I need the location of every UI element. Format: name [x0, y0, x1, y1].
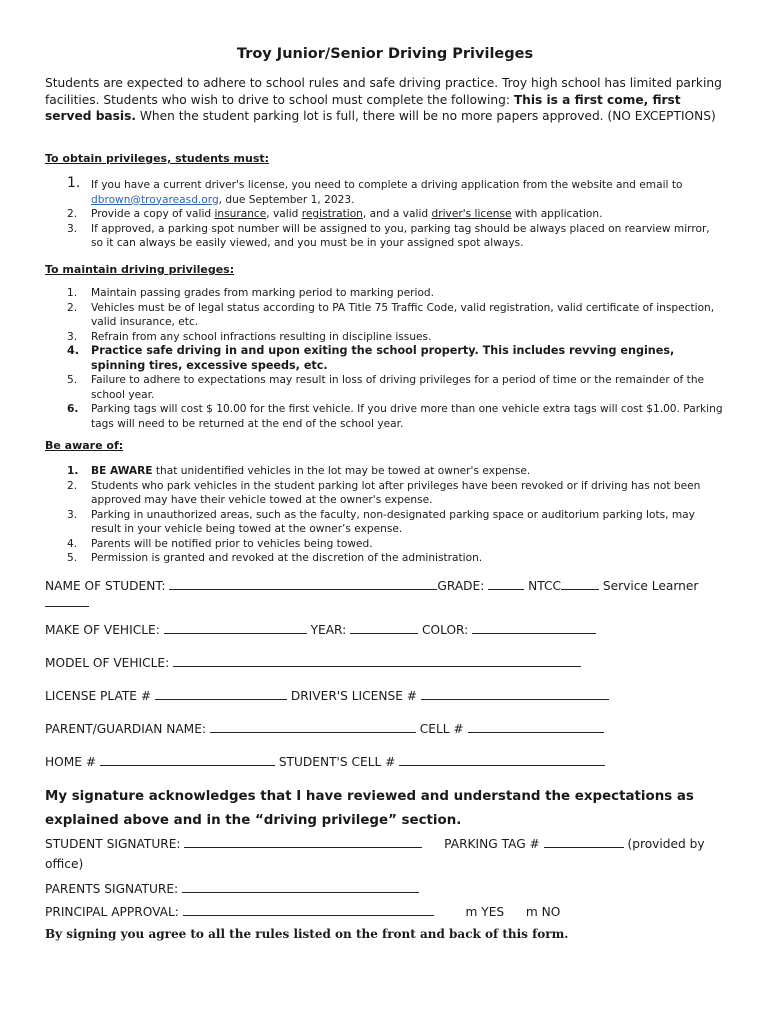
office-row: [45, 857, 735, 871]
list-item-text: Failure to adhere to expectations may result in loss of driving privileges for a period of time or the remainder of the school year.: [91, 374, 705, 401]
student-name-field[interactable]: [169, 577, 437, 590]
list-item-text: that unidentified vehicles in the lot may be towed at owner's expense.: [152, 465, 531, 477]
insurance-text: insurance: [214, 208, 267, 220]
list-item: [45, 464, 725, 479]
student-cell-field[interactable]: [399, 753, 605, 766]
list-item-text: Parking tags will cost $ 10.00 for the first vehicle. If you drive more than one vehicle extra tags will cost $1.00. Parking tags will need to be returned at the end of the school year.: [91, 403, 723, 430]
student-cell-label: STUDENT'S CELL #: [278, 755, 396, 769]
grade-label: GRADE:: [437, 579, 485, 593]
service-learner-field[interactable]: [45, 594, 89, 607]
list-number: 4.: [67, 344, 80, 357]
plate-label: LICENSE PLATE #: [45, 689, 152, 703]
parents-signature-row: [45, 880, 735, 896]
parent-row: [45, 720, 735, 736]
list-item: [45, 344, 725, 373]
service-learner-label: Service Learner: [602, 579, 699, 593]
office-label: office): [45, 857, 84, 871]
drivers-license-field[interactable]: [421, 687, 609, 700]
list-number: 3.: [67, 222, 78, 235]
color-label: COLOR:: [422, 623, 469, 637]
intro-paragraph: [45, 75, 725, 125]
list-item: [45, 402, 725, 431]
model-field[interactable]: [173, 654, 581, 667]
list-number: 1.: [67, 287, 78, 299]
parents-signature-label: PARENTS SIGNATURE:: [45, 882, 179, 896]
year-field[interactable]: [350, 621, 418, 634]
ntcc-label: NTCC: [528, 579, 561, 593]
vehicle-model-row: [45, 654, 735, 670]
principal-row: [45, 903, 735, 919]
list-item: [45, 537, 725, 552]
phone-row: [45, 753, 735, 769]
list-item-text: , valid: [266, 208, 302, 220]
obtain-heading: To obtain privileges, students must:: [45, 152, 270, 165]
aware-heading: Be aware of:: [45, 439, 124, 452]
aware-list: [45, 464, 725, 566]
parent-name-label: PARENT/GUARDIAN NAME:: [45, 722, 206, 736]
list-item-text: Maintain passing grades from marking period to marking period.: [91, 287, 435, 299]
list-number: 1.: [67, 465, 79, 477]
student-name-label: NAME OF STUDENT:: [45, 579, 166, 593]
list-number: 2.: [67, 301, 78, 314]
parent-name-field[interactable]: [210, 720, 416, 733]
list-number: 4.: [67, 537, 78, 550]
list-item: [45, 479, 725, 508]
list-item: [45, 207, 725, 222]
no-checkbox[interactable]: m NO: [525, 905, 561, 919]
be-aware-bold: BE AWARE: [91, 465, 153, 477]
intro-bold-text: This is a first come, first served basis.: [45, 92, 681, 123]
intro-text-2: When the student parking lot is full, there will be no more papers approved. (NO EXCEPTIONS): [135, 109, 716, 123]
list-item-text: Parents will be notified prior to vehicles being towed.: [91, 537, 373, 550]
cell-field[interactable]: [468, 720, 604, 733]
list-item: [45, 508, 725, 537]
list-item-text: Provide a copy of valid: [91, 208, 215, 220]
color-field[interactable]: [472, 621, 596, 634]
list-item-text: with application.: [511, 208, 603, 220]
list-number: 2.: [67, 208, 78, 220]
year-label: YEAR:: [310, 623, 347, 637]
maintain-list: [45, 286, 725, 431]
grade-field[interactable]: [488, 577, 524, 590]
registration-text: registration: [301, 208, 363, 220]
drivers-license-label: DRIVER'S LICENSE #: [290, 689, 417, 703]
list-item-text: If approved, a parking spot number will be assigned to you, parking tag should be always placed on rearview mirror, so it can always be easily viewed, and you must be in your assigned spot always.: [91, 222, 710, 249]
student-signature-field[interactable]: [184, 835, 422, 848]
list-item-text: Students who park vehicles in the student parking lot after privileges have been revoked or if driving has not been approved may have their vehicle towed at the owner's expense.: [91, 479, 701, 506]
list-item-text: Refrain from any school infractions resulting in discipline issues.: [91, 330, 432, 343]
list-number: 5.: [67, 552, 78, 564]
list-item: [45, 222, 725, 251]
list-item-text: If you have a current driver's license, you need to complete a driving application from the website and email to: [91, 179, 683, 191]
parking-tag-field[interactable]: [544, 835, 624, 848]
list-item-text: , and a valid: [362, 208, 432, 220]
list-item: [45, 551, 725, 566]
list-item: [45, 175, 725, 207]
license-row: [45, 687, 735, 703]
list-item-text: Parking in unauthorized areas, such as the faculty, non-designated parking space or auditorium parking lots, may result in your vehicle being towed at the owner’s expense.: [91, 508, 695, 535]
model-label: MODEL OF VEHICLE:: [45, 656, 170, 670]
acknowledgement-line-1: My signature acknowledges that I have reviewed and understand the expectations as: [45, 789, 694, 804]
acknowledgement-line-2: explained above and in the “driving privilege” section.: [45, 813, 462, 828]
footer-note: By signing you agree to all the rules listed on the front and back of this form.: [45, 927, 569, 941]
list-item-tail: , due September 1, 2023.: [218, 193, 355, 206]
student-name-row: [45, 577, 735, 593]
ntcc-field[interactable]: [561, 577, 599, 590]
obtain-list: [45, 175, 725, 251]
principal-approval-field[interactable]: [183, 903, 434, 916]
make-label: MAKE OF VEHICLE:: [45, 623, 160, 637]
list-number: 3.: [67, 508, 78, 521]
provided-by-label: (provided by: [627, 837, 705, 851]
list-item: [45, 286, 725, 301]
list-number: 3.: [67, 330, 78, 343]
parking-tag-label: PARKING TAG #: [444, 837, 540, 851]
maintain-heading: To maintain driving privileges:: [45, 263, 235, 276]
list-item-text: Vehicles must be of legal status according to PA Title 75 Traffic Code, valid registration, valid certificate of inspection, valid insurance, etc.: [91, 301, 715, 328]
list-number: 5.: [67, 374, 78, 386]
make-field[interactable]: [164, 621, 307, 634]
student-signature-label: STUDENT SIGNATURE:: [45, 837, 181, 851]
list-number: 6.: [67, 403, 79, 415]
cell-label: CELL #: [419, 722, 464, 736]
service-learner-row: [45, 594, 735, 610]
list-item: [45, 301, 725, 330]
list-item: [45, 373, 725, 402]
principal-approval-label: PRINCIPAL APPROVAL:: [45, 905, 179, 919]
acknowledgement: [45, 785, 735, 833]
home-phone-field[interactable]: [100, 753, 275, 766]
list-item-text: Permission is granted and revoked at the discretion of the administration.: [91, 552, 483, 564]
list-number: 1.: [67, 175, 81, 191]
license-text: driver's license: [431, 208, 512, 220]
student-signature-row: [45, 835, 735, 851]
list-item-text: Practice safe driving in and upon exiting the school property. This includes revving engines, spinning tires, excessive speeds, etc.: [91, 344, 675, 372]
list-number: 2.: [67, 479, 78, 492]
parents-signature-field[interactable]: [182, 880, 419, 893]
yes-checkbox[interactable]: m YES: [465, 905, 505, 919]
email-link[interactable]: dbrown@troyareasd.org: [91, 193, 219, 206]
intro-text-1: Students are expected to adhere to school rules and safe driving practice. Troy high school has limited parking facilities. Students who wish to drive to school must complete the following:: [45, 76, 722, 107]
plate-field[interactable]: [155, 687, 287, 700]
page-title: Troy Junior/Senior Driving Privileges: [236, 46, 534, 62]
list-item: [45, 330, 725, 345]
home-phone-label: HOME #: [45, 755, 97, 769]
vehicle-make-row: [45, 621, 735, 637]
